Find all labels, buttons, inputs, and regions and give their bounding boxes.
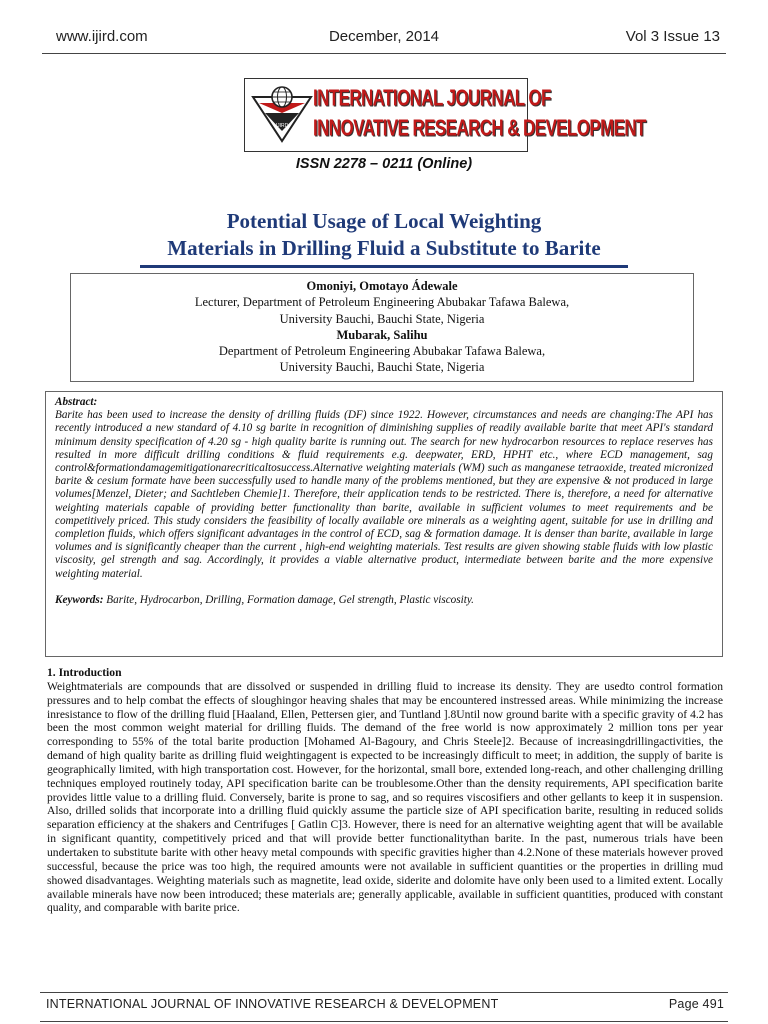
footer-journal-name: INTERNATIONAL JOURNAL OF INNOVATIVE RESEARCH & DEVELOPMENT [46,997,499,1011]
author-2-name: Mubarak, Salihu [336,327,428,342]
author-1-affiliation-1: Lecturer, Department of Petroleum Engineering Abubakar Tafawa Balewa, [194,295,570,310]
header-website: www.ijird.com [56,28,148,45]
keywords [55,594,713,607]
author-1-affiliation-2: University Bauchi, Bauchi State, Nigeria [279,311,485,326]
issn-line: ISSN 2278 – 0211 (Online) [295,156,473,172]
authors-box [70,273,694,382]
paper-title [0,208,768,262]
header-divider [42,53,726,54]
introduction-heading: 1. Introduction [47,666,122,679]
header-volume: Vol 3 Issue 13 [625,28,720,45]
page-header [44,28,724,50]
introduction-section [47,666,723,915]
paper-title-line-2: Materials in Drilling Fluid a Substitute to Barite [167,236,601,260]
footer-divider [40,992,728,993]
page-footer [46,997,724,1011]
title-underline [140,265,628,268]
journal-emblem-icon [251,83,313,145]
logo-line-2: INNOVATIVE RESEARCH & DEVELOPMENT [313,115,646,141]
emblem-label: IJIRD [275,123,289,129]
abstract-body: Barite has been used to increase the density of drilling fluids (DF) since 1922. However, circumstances and needs are changing:The API has recently introduced a new standard of 4.10 sg barite in recognition of diminishing supplies of readily available barite that meet API's standard minimum density specification of 4.20 sg - high quality barite is running out. The search for new hydrocarbon resources to replace reserves has resulted in more difficult drilling conditions & fluid requirements e.g. deepwater, ERD, HPHT etc., where ECD management, sag control&formationdamagemitigationarecriticaltosuccess.Alternative weighting materials (WM) such as manganese tetraoxide, treated micronized barite & cesium formate have been successfully used to handle many of the problems mentioned, but they are expensive & not produced in large volumes[Menzel, Dieter; and Sachtleben Chemie]1. Therefore, their application tends to be restricted. There is, therefore, a need for alternative weighting materials capable of providing better functionality than barite, available in sufficient volumes to meet requirements and be competitively priced. This study considers the feasibility of locally available ore minerals as a weighting agent, suitable for use in drilling and completion fluids, which offers significant advantages in the control of ECD, sag & formation damage. It is denser than barite, available in large volumes and is significantly cheaper than the current , high-end weighting materials. Test results are given showing stable fluids with low plastic viscosity, gel strength and sag. Accordingly, it provides a viable alternative product, intermediate between barite and the more expensive weighting material. [55,409,713,580]
logo-line-1: INTERNATIONAL JOURNAL OF [313,85,551,111]
keywords-label: Keywords: [55,593,104,606]
keywords-list: Barite, Hydrocarbon, Drilling, Formation damage, Gel strength, Plastic viscosity. [103,593,474,606]
author-2-affiliation-2: University Bauchi, Bauchi State, Nigeria [279,360,485,375]
header-date: December, 2014 [328,28,440,45]
introduction-body: Weightmaterials are compounds that are dissolved or suspended in drilling fluid to increase its density. They are usedto control formation pressures and to help combat the effects of sloughingor heaving shales that may be encountered instressed areas. While minimizing the increase inresistance to flow of the drilling fluid [Haaland, Ellen, Pettersen gier, and Tuntland ].8Until now ground barite with a specific gravity of 4.2 has been the most common weight material for drilling fluids. The demand of the free world is now approximately 2 million tons per year corresponding to 55% of the total barite production [Mohamed Al-Bagoury, and Chris Steele]2. Because of increasingdrillingactivities, the demand of high quality barite as drilling fluid weightingagent is expected to be increasingly difficult to meet; in addition, the supply of barite is geographically limited, with high transportation cost. However, for the horizontal, small bore, extended long-reach, and other challenging drilling techniques employed routinely today, API specification barite can be troublesome.Other than the density requirements, API specification barite provides little value to a drilling fluid. Conversely, barite is prone to sag, and so requires viscosifiers and other gellants to keep it in suspension. Also, drilled solids that incorporate into a drilling fluid quickly assume the particle size of API specification barite, resulting in reduced solids separation efficiency at the shakers and Centrifuges [ Gatlin C]3. However, there is need for an alternative weighting agent that will be available in significant quantity, competitively priced and that will provide better functionalitythan barite. In the past, numerous trials have been undertaken to substitute barite with other heavy metal compounds with specific gravities higher than 4.2.None of these materials however proved successful, because the price was too high, the required amounts were not available in sufficient quantities or the properties in drilling mud showed disadvantages. Weighting materials such as magnetite, lead oxide, siderite and dolomite have only been used to a limited extent. Locally available minerals have now been introduced; these materials are; generally applicable, available in sufficient quantities, produced with constant quality, and comparable with barite price. [47,679,723,915]
abstract-box [45,391,723,657]
author-1-name: Omoniyi, Omotayo Ádewale [306,279,458,293]
footer-page-number: Page 491 [668,997,724,1011]
journal-logo [244,78,646,152]
author-2-affiliation-1: Department of Petroleum Engineering Abubakar Tafawa Balewa, [218,344,546,359]
footer-bottom-divider [40,1021,728,1022]
paper-title-line-1: Potential Usage of Local Weighting [226,209,542,233]
abstract-heading: Abstract: [55,396,98,408]
